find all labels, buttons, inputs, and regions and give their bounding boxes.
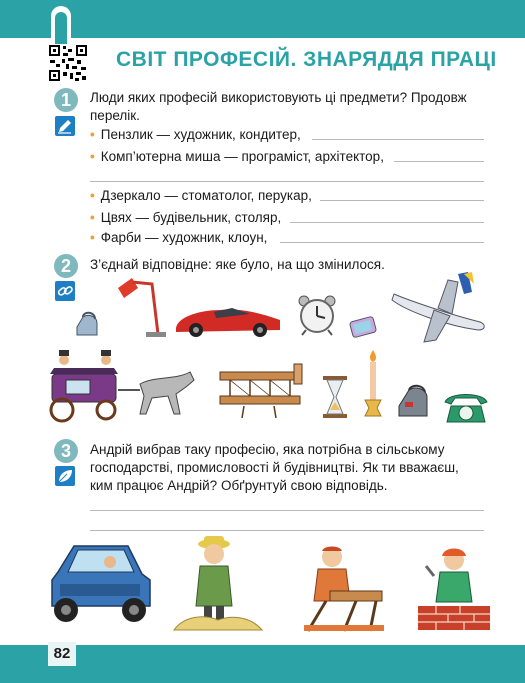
task-3-text: Андрій вибрав таку професію, яка потрібна в сільському господарстві, промисловості й будівництві. Як ти вважаєш, ким працює Андрій? Обґрунтуй свою відповідь. bbox=[90, 442, 459, 493]
list-item: • Фарби — художник, клоун, bbox=[90, 230, 268, 245]
sports-car-icon[interactable] bbox=[172, 302, 284, 338]
farmer-with-hay-icon[interactable] bbox=[174, 536, 262, 630]
bricklayer-icon[interactable] bbox=[418, 546, 490, 630]
task-1-text: Люди яких професій використовують ці предмети? Продовж перелік. bbox=[90, 90, 467, 123]
task-2-text: З’єднай відповідне: яке було, на що змінилося. bbox=[90, 257, 385, 272]
qr-code-icon[interactable] bbox=[48, 44, 88, 82]
alarm-clock-icon[interactable] bbox=[298, 294, 336, 336]
page-title: СВІТ ПРОФЕСІЙ. ЗНАРЯДДЯ ПРАЦІ bbox=[116, 48, 497, 71]
list-item: • Пензлик — художник, кондитер, bbox=[90, 127, 301, 142]
electric-iron-icon[interactable] bbox=[397, 382, 429, 418]
answer-line[interactable] bbox=[394, 161, 484, 162]
link-icon bbox=[55, 281, 75, 301]
airplane-icon[interactable] bbox=[388, 270, 488, 344]
bottom-band bbox=[0, 645, 525, 683]
answer-line[interactable] bbox=[320, 200, 484, 201]
horse-carriage-icon[interactable] bbox=[44, 350, 200, 422]
answer-line[interactable] bbox=[290, 222, 484, 223]
task-2-number: 2 bbox=[54, 254, 78, 278]
page-tab-inner bbox=[55, 12, 67, 44]
page-number: 82 bbox=[48, 642, 76, 666]
list-item: • Цвях — будівельник, столяр, bbox=[90, 210, 282, 225]
desk-lamp-icon[interactable] bbox=[104, 276, 166, 338]
task-3-number: 3 bbox=[54, 439, 78, 463]
pencil-icon bbox=[55, 116, 75, 136]
leaf-icon bbox=[55, 466, 75, 486]
answer-line[interactable] bbox=[90, 530, 484, 531]
rotary-telephone-icon[interactable] bbox=[443, 390, 489, 424]
answer-line[interactable] bbox=[90, 510, 484, 511]
answer-line[interactable] bbox=[280, 242, 484, 243]
top-band bbox=[0, 0, 525, 38]
hourglass-icon[interactable] bbox=[323, 376, 347, 418]
task-1-number: 1 bbox=[54, 88, 78, 112]
list-item: • Дзеркало — стоматолог, перукар, bbox=[90, 188, 312, 203]
answer-line[interactable] bbox=[90, 181, 484, 182]
steam-iron-icon[interactable] bbox=[75, 307, 99, 337]
carpenter-icon[interactable] bbox=[300, 545, 388, 631]
list-item: • Комп’ютерна миша — програміст, архітектор, bbox=[90, 149, 384, 164]
blue-car-icon[interactable] bbox=[44, 540, 154, 626]
early-airplane-icon[interactable] bbox=[214, 362, 310, 420]
smartphone-icon[interactable] bbox=[349, 317, 377, 339]
candle-icon[interactable] bbox=[363, 350, 383, 418]
answer-line[interactable] bbox=[312, 139, 484, 140]
